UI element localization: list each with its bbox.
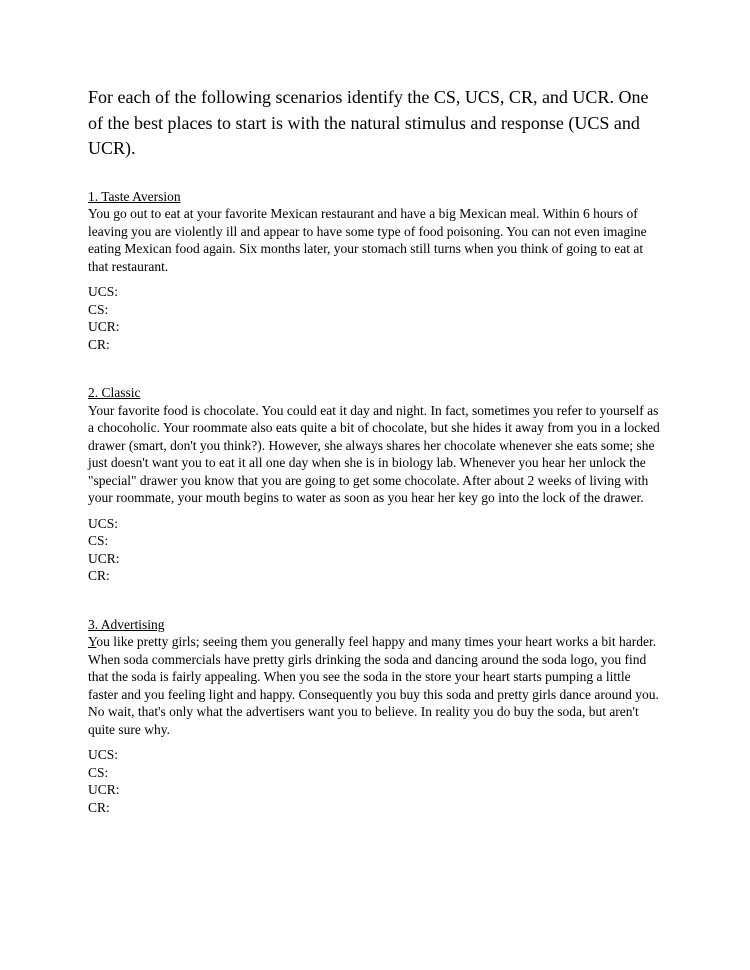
ucr-label: UCR: bbox=[88, 319, 120, 334]
section-body-text: You go out to eat at your favorite Mexican restaurant and have a big Mexican meal. Within 6 hours of leaving you are violently ill and appear to have some type of food poisoning. You can not even imagine eating Mexican food again. Six months later, your stomach still turns when you think of going to eat at that restaurant. bbox=[88, 206, 647, 274]
cr-label: CR: bbox=[88, 336, 110, 352]
section-3-advertising bbox=[88, 616, 663, 817]
section-body bbox=[88, 402, 663, 507]
cr-label: CR: bbox=[88, 568, 110, 583]
cs-label: CS: bbox=[88, 301, 109, 317]
cs-label: CS: bbox=[88, 533, 109, 548]
section-body bbox=[88, 205, 663, 275]
answer-labels bbox=[88, 746, 663, 816]
ucr-label: UCR: bbox=[88, 550, 120, 566]
ucr-label: UCR: bbox=[88, 782, 120, 797]
answer-labels bbox=[88, 515, 663, 585]
section-body-prefix: Y bbox=[88, 634, 97, 649]
intro-paragraph: For each of the following scenarios identify the CS, UCS, CR, and UCR. One of the best places to start is with the natural stimulus and response (UCS and UCR). bbox=[88, 87, 649, 158]
ucs-label: UCS: bbox=[88, 515, 119, 531]
ucs-label: UCS: bbox=[88, 284, 119, 299]
section-title: 1. Taste Aversion bbox=[88, 188, 181, 204]
section-2-classic bbox=[88, 384, 663, 585]
section-body-text: Your favorite food is chocolate. You could eat it day and night. In fact, sometimes you refer to yourself as a chocoholic. Your roommate also eats quite a bit of chocolate, but she hides it away from you in a locked drawer (smart, don't you think?). However, she always shares her chocolate whenever she eats some; she just doesn't want you to eat it all one day when she is in biology lab. Whenever you hear her unlock the "special" drawer you know that you are going to get some chocolate. After about 2 weeks of living with your roommate, your mouth begins to water as soon as you hear her key go into the lock of the drawer. bbox=[88, 402, 660, 505]
answer-labels bbox=[88, 283, 663, 353]
section-title: 3. Advertising bbox=[88, 616, 165, 632]
cs-label: CS: bbox=[88, 764, 109, 780]
section-title: 2. Classic bbox=[88, 385, 141, 400]
section-body-text: ou like pretty girls; seeing them you generally feel happy and many times your heart works a bit harder. When soda commercials have pretty girls drinking the soda and dancing around the soda logo, you find that the soda is fairly appealing. When you see the soda in the store your heart starts pumping a little faster and you feeling light and happy. Consequently you buy this soda and pretty girls dance around you. No wait, that's only what the advertisers want you to believe. In reality you do buy the soda, but aren't quite sure why. bbox=[88, 634, 659, 737]
ucs-label: UCS: bbox=[88, 747, 119, 762]
section-body bbox=[88, 633, 663, 738]
section-1-taste-aversion bbox=[88, 188, 663, 354]
cr-label: CR: bbox=[88, 799, 110, 815]
